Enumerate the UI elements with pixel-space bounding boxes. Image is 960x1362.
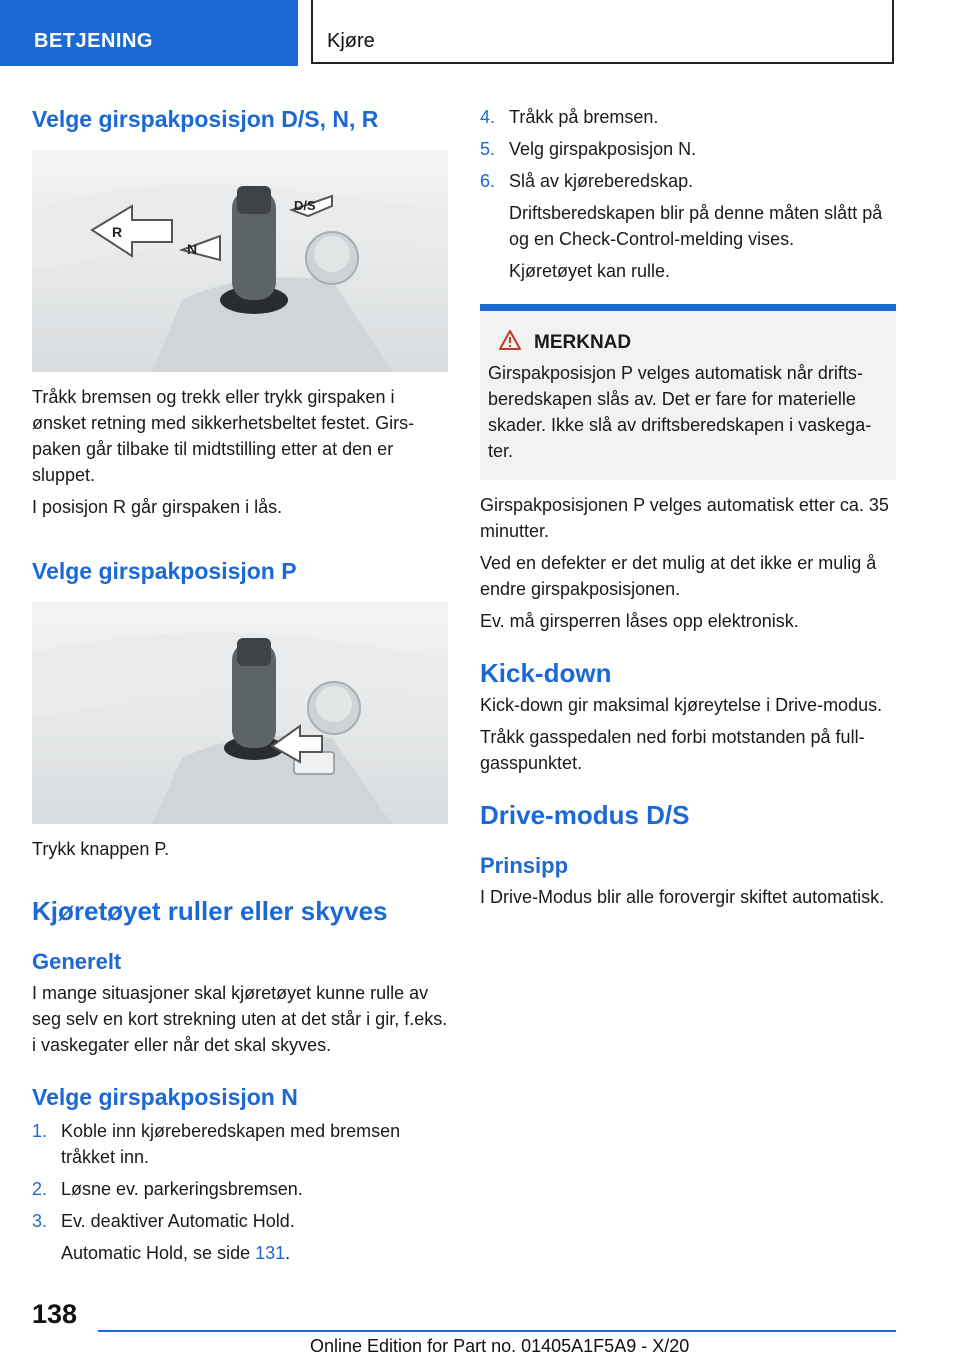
section-tab bbox=[0, 0, 298, 66]
footer-edition: Online Edition for Part no. 01405A1F5A9 - X/20 bbox=[310, 1336, 690, 1356]
section-title: BETJENING bbox=[34, 30, 153, 52]
gear-lever-p-illustration bbox=[32, 602, 448, 824]
step-sub-text: Kjøretøyet kan rulle. bbox=[509, 261, 671, 281]
heading-select-dsnr: Velge girspakposisjon D/S, N, R bbox=[32, 106, 379, 132]
list-subitem bbox=[32, 1240, 448, 1266]
step-number: 6. bbox=[480, 171, 496, 191]
paragraph-button-p: Trykk knappen P. bbox=[32, 839, 170, 859]
page-link[interactable]: 131 bbox=[255, 1243, 286, 1263]
right-column bbox=[480, 100, 896, 910]
heading-vehicle-rolls: Kjøretøyet ruller eller skyves bbox=[32, 896, 388, 926]
chapter-tab bbox=[311, 0, 894, 64]
heading-select-n: Velge girspakposisjon N bbox=[32, 1084, 298, 1110]
paragraph-unlock: Ev. må girsperren låses opp elektronisk. bbox=[480, 611, 799, 631]
paragraph-r-lock: I posisjon R går girspaken i lås. bbox=[32, 497, 283, 517]
list-subitem bbox=[480, 200, 896, 252]
step-number: 5. bbox=[480, 139, 496, 159]
heading-drive-mode: Drive-modus D/S bbox=[480, 800, 690, 830]
step-text: Velg girspakposisjon N. bbox=[509, 139, 697, 159]
step-number: 3. bbox=[32, 1211, 48, 1231]
page-number: 138 bbox=[32, 1299, 78, 1329]
step-text: Løsne ev. parkeringsbremsen. bbox=[61, 1179, 303, 1199]
step-number: 2. bbox=[32, 1179, 48, 1199]
paragraph-auto-p: Girspakposisjonen P velges automatisk etter ca. 35 minutter. bbox=[480, 495, 889, 541]
warning-triangle-icon bbox=[498, 329, 522, 356]
label-r: R bbox=[112, 224, 123, 240]
steps-list-left bbox=[32, 1118, 448, 1266]
step-text: Koble inn kjøreberedskapen med bremsen tråkket inn. bbox=[61, 1121, 401, 1167]
paragraph-defect: Ved en defekter er det mulig at det ikke er mulig å endre girspakposisjonen. bbox=[480, 553, 877, 599]
heading-kick-down: Kick-down bbox=[480, 658, 612, 688]
step-text: Tråkk på bremsen. bbox=[509, 107, 659, 127]
list-item bbox=[32, 1118, 448, 1170]
list-item bbox=[32, 1176, 448, 1202]
paragraph-dsnr: Tråkk bremsen og trekk eller trykk girspaken i ønsket retning med sikkerhetsbeltet festet. Girspaken går tilbake til midtstilling etter at den er sluppet. bbox=[32, 387, 415, 485]
step-text: Slå av kjøreberedskap. bbox=[509, 171, 694, 191]
list-item bbox=[480, 136, 896, 162]
list-subitem bbox=[480, 258, 896, 284]
paragraph-kick-down-2: Tråkk gasspedalen ned forbi motstanden på fullgasspunktet. bbox=[480, 727, 865, 773]
notice-title-row bbox=[488, 329, 888, 356]
label-ds: D/S bbox=[294, 198, 316, 213]
notice-title: MERKNAD bbox=[534, 331, 632, 353]
step-text: Ev. deaktiver Automatic Hold. bbox=[61, 1211, 295, 1231]
left-column bbox=[32, 100, 448, 1266]
paragraph-kick-down-1: Kick-down gir maksimal kjøreytelse i Drive-modus. bbox=[480, 695, 883, 715]
list-item bbox=[480, 104, 896, 130]
paragraph-general: I mange situasjoner skal kjøretøyet kunne rulle av seg selv en kort strekning uten at det står i gir, f.eks. i vaskegater eller når det skal skyves. bbox=[32, 983, 448, 1055]
list-item bbox=[32, 1208, 448, 1234]
gear-lever-dsnr-illustration bbox=[32, 150, 448, 372]
paragraph-principle: I Drive-Modus blir alle forovergir skiftet automatisk. bbox=[480, 887, 885, 907]
step-sub-text: Automatic Hold, se side bbox=[61, 1243, 256, 1263]
heading-general: Generelt bbox=[32, 949, 122, 974]
steps-list-right bbox=[480, 104, 896, 284]
step-sub-text: Driftsberedskapen blir på denne måten slått på og en Check-Control-melding vises. bbox=[509, 203, 883, 249]
step-number: 4. bbox=[480, 107, 496, 127]
notice-text: Girspakposisjon P velges automatisk når driftsberedskapen slås av. Det er fare for materielle skader. Ikke slå av driftsberedskapen i vaskegater. bbox=[488, 363, 872, 461]
chapter-title: Kjøre bbox=[327, 30, 375, 52]
step-sub-end: . bbox=[285, 1243, 291, 1263]
step-number: 1. bbox=[32, 1121, 48, 1141]
heading-principle: Prinsipp bbox=[480, 853, 569, 878]
label-n: N bbox=[187, 241, 198, 257]
heading-select-p: Velge girspakposisjon P bbox=[32, 558, 297, 584]
notice-box bbox=[480, 304, 896, 480]
footer-divider bbox=[98, 1330, 896, 1332]
list-item bbox=[480, 168, 896, 194]
